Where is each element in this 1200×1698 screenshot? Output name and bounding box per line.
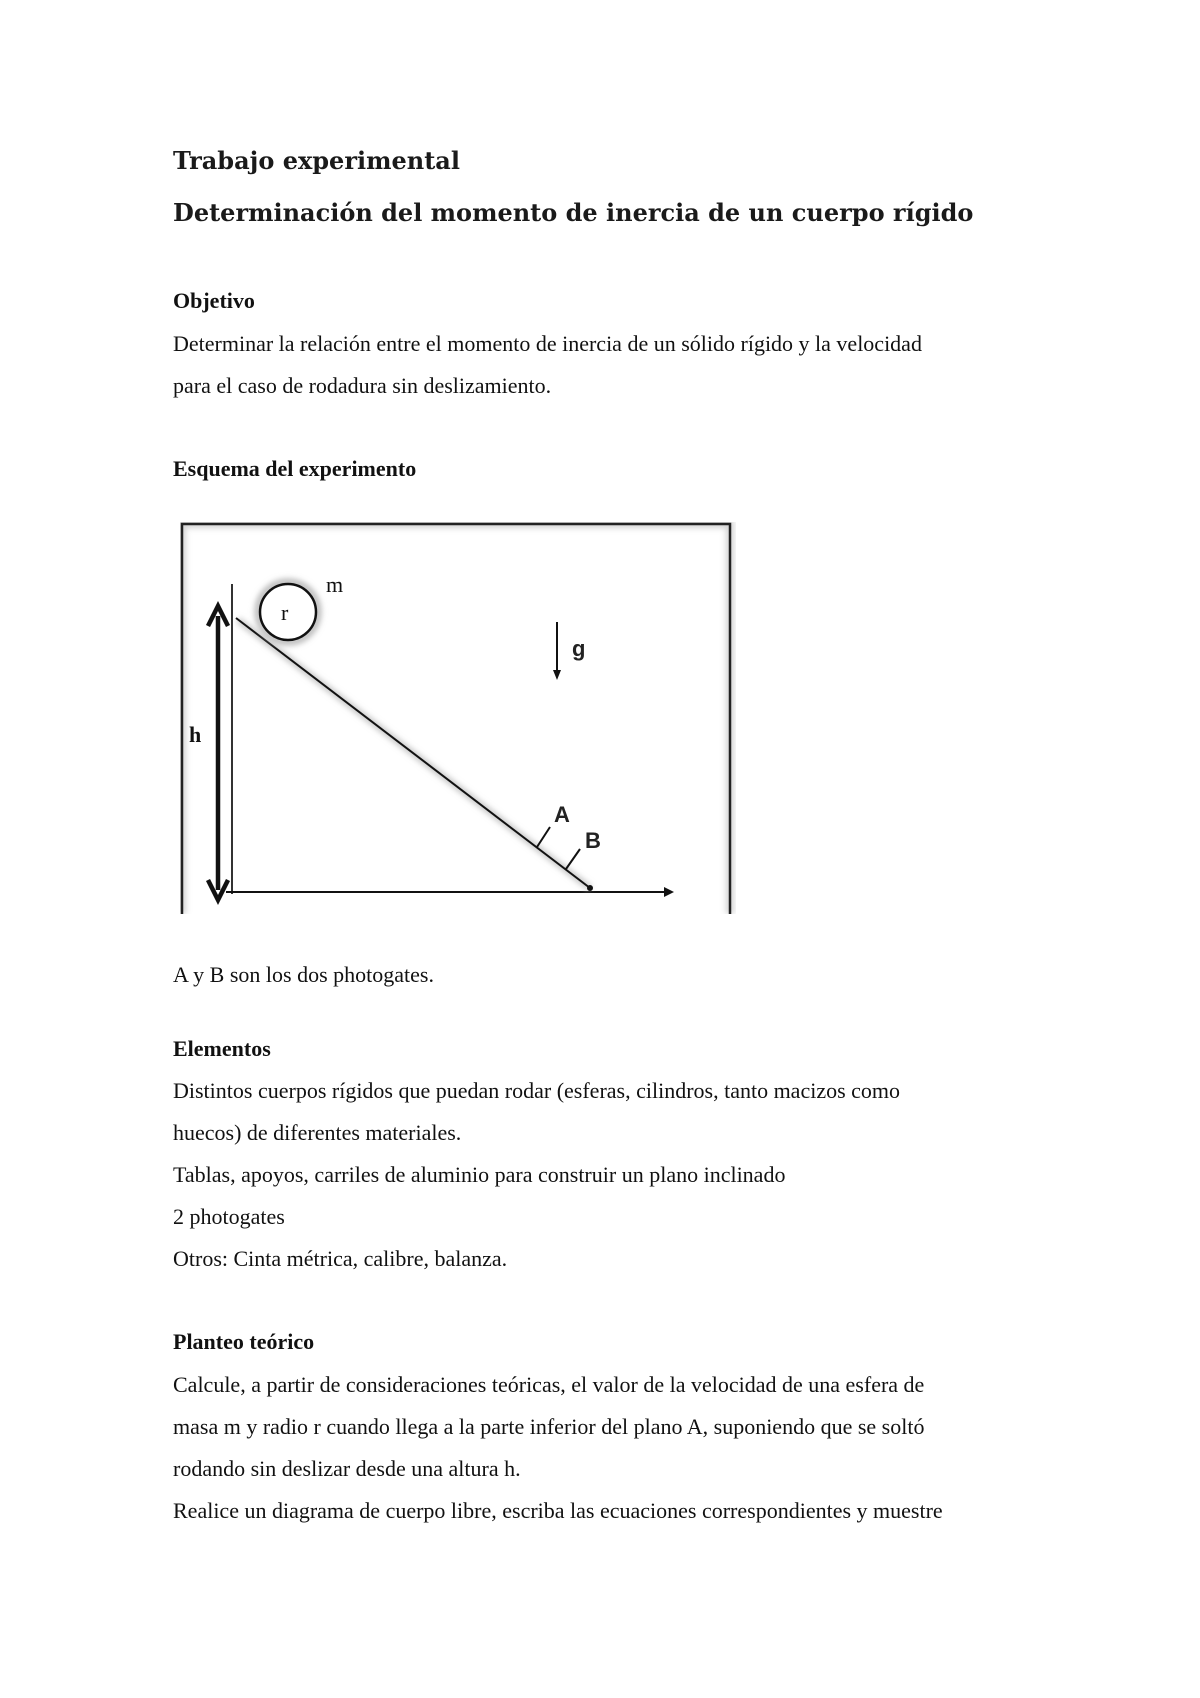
gravity-label: g — [572, 636, 586, 661]
objetivo-line-1: Determinar la relación entre el momento de inercia de un sólido rígido y la velocidad — [173, 331, 922, 356]
gravity-arrow-icon — [553, 622, 561, 680]
height-arrow — [208, 606, 228, 900]
document-title: Trabajo experimental — [173, 146, 460, 175]
elementos-line-5: Otros: Cinta métrica, calibre, balanza. — [173, 1246, 508, 1271]
mass-label: m — [326, 572, 344, 597]
elementos-line-2: huecos) de diferentes materiales. — [173, 1120, 462, 1145]
horizontal-axis — [226, 887, 674, 897]
planteo-line-2: masa m y radio r cuando llega a la parte inferior del plano A, suponiendo que se soltó — [173, 1414, 925, 1439]
elementos-heading: Elementos — [173, 1036, 271, 1061]
planteo-heading: Planteo teórico — [173, 1329, 315, 1354]
document-subtitle: Determinación del momento de inercia de un cuerpo rígido — [173, 198, 974, 227]
photogate-a — [537, 827, 550, 847]
planteo-line-4: Realice un diagrama de cuerpo libre, escriba las ecuaciones correspondientes y muestre — [173, 1498, 943, 1523]
diagram-frame — [182, 524, 730, 914]
objetivo-heading: Objetivo — [173, 288, 255, 313]
photogate-b — [566, 849, 580, 869]
inclined-plane — [236, 618, 593, 891]
experiment-diagram — [180, 522, 736, 914]
planteo-line-3: rodando sin deslizar desde una altura h. — [173, 1456, 521, 1481]
planteo-line-1: Calcule, a partir de consideraciones teóricas, el valor de la velocidad de una esfera de — [173, 1372, 925, 1397]
objetivo-line-2: para el caso de rodadura sin deslizamiento. — [173, 373, 552, 398]
height-label: h — [189, 722, 202, 747]
radius-label: r — [281, 600, 289, 625]
diagram-caption: A y B son los dos photogates. — [173, 962, 434, 987]
elementos-line-3: Tablas, apoyos, carriles de aluminio para construir un plano inclinado — [173, 1162, 786, 1187]
gate-b-label: B — [585, 828, 601, 853]
elementos-line-4: 2 photogates — [173, 1204, 285, 1229]
esquema-heading: Esquema del experimento — [173, 456, 417, 481]
elementos-line-1: Distintos cuerpos rígidos que puedan rodar (esferas, cilindros, tanto macizos como — [173, 1078, 901, 1103]
gate-a-label: A — [554, 802, 570, 827]
